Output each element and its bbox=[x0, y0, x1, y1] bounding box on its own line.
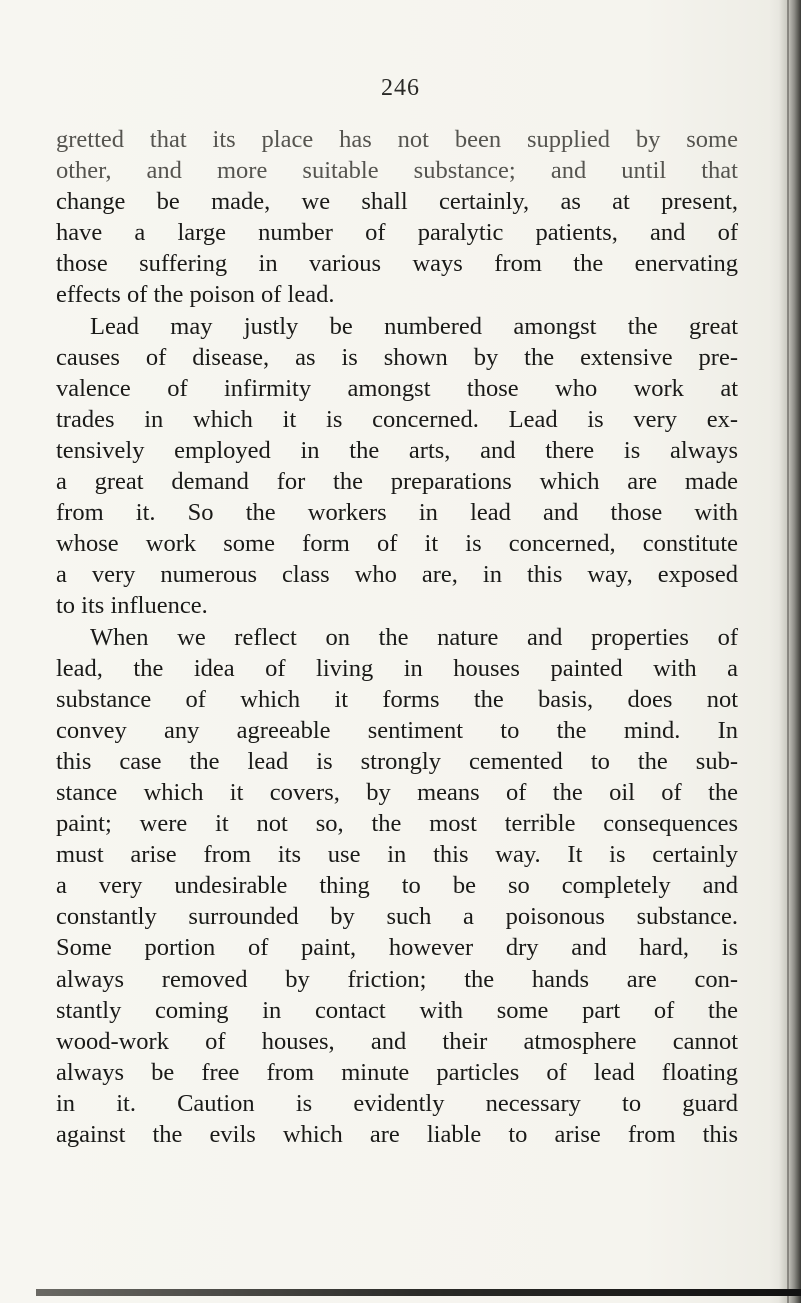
text-line: have a large number of paralytic patients, and of bbox=[56, 219, 738, 247]
text-line: gretted that its place has not been supplied by some bbox=[56, 126, 738, 153]
text-line: paint; were it not so, the most terrible consequences bbox=[56, 810, 738, 838]
text-line: wood-work of houses, and their atmosphere cannot bbox=[56, 1027, 738, 1055]
text-line: to its influence. bbox=[56, 592, 208, 620]
text-line: a great demand for the preparations which are made bbox=[56, 468, 738, 496]
text-line: Lead may justly be numbered amongst the great bbox=[90, 312, 738, 340]
text-line: those suffering in various ways from the enervating bbox=[56, 250, 738, 278]
page-edge-shadow bbox=[779, 0, 801, 1303]
text-line: a very numerous class who are, in this way, exposed bbox=[56, 561, 738, 589]
paragraph bbox=[56, 311, 738, 622]
text-line: other, and more suitable substance; and until that bbox=[56, 157, 738, 185]
text-line: When we reflect on the nature and properties of bbox=[90, 623, 738, 651]
paragraph bbox=[56, 124, 738, 311]
text-line: causes of disease, as is shown by the extensive pre- bbox=[56, 343, 738, 371]
text-line: substance of which it forms the basis, does not bbox=[56, 685, 738, 713]
text-line: effects of the poison of lead. bbox=[56, 281, 335, 309]
text-line: must arise from its use in this way. It is certainly bbox=[56, 841, 738, 869]
page-number: 246 bbox=[381, 75, 420, 101]
text-line: trades in which it is concerned. Lead is very ex- bbox=[56, 405, 738, 433]
text-line: change be made, we shall certainly, as at present, bbox=[56, 188, 738, 216]
bottom-rule bbox=[36, 1289, 801, 1296]
body-text bbox=[56, 124, 738, 1150]
text-line: from it. So the workers in lead and those with bbox=[56, 499, 738, 527]
text-line: constantly surrounded by such a poisonous substance. bbox=[56, 903, 738, 931]
text-line: against the evils which are liable to arise from this bbox=[56, 1121, 738, 1148]
text-line: in it. Caution is evidently necessary to guard bbox=[56, 1089, 738, 1117]
text-line: a very undesirable thing to be so completely and bbox=[56, 872, 738, 900]
text-line: this case the lead is strongly cemented to the sub- bbox=[56, 747, 738, 775]
page-edge-line bbox=[787, 0, 789, 1303]
text-line: valence of infirmity amongst those who work at bbox=[56, 374, 738, 402]
text-line: stantly coming in contact with some part of the bbox=[56, 996, 738, 1024]
text-line: convey any agreeable sentiment to the mind. In bbox=[56, 716, 738, 744]
text-line: Some portion of paint, however dry and hard, is bbox=[56, 934, 738, 962]
text-line: whose work some form of it is concerned, constitute bbox=[56, 530, 738, 558]
text-line: always be free from minute particles of lead floating bbox=[56, 1058, 738, 1086]
text-line: always removed by friction; the hands are con- bbox=[56, 965, 738, 993]
paragraph bbox=[56, 622, 738, 1151]
text-line: tensively employed in the arts, and there is always bbox=[56, 436, 738, 464]
text-line: lead, the idea of living in houses painted with a bbox=[56, 654, 738, 682]
text-line: stance which it covers, by means of the oil of the bbox=[56, 778, 738, 806]
